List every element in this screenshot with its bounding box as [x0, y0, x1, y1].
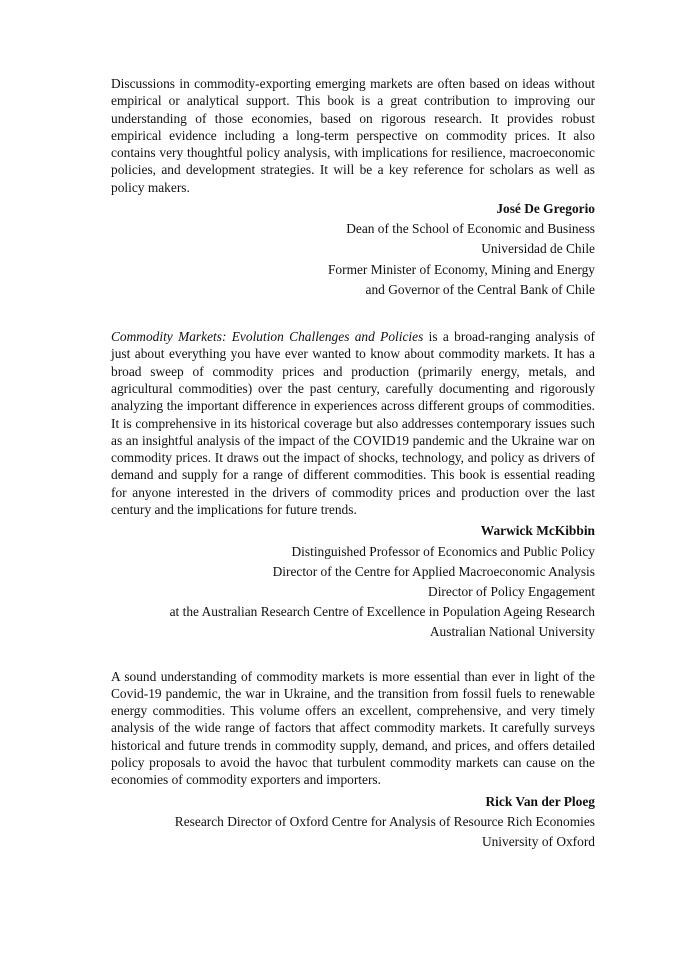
attribution [111, 199, 595, 300]
endorsement-body: Discussions in commodity-exporting emerging markets are often based on ideas without empirical or analytical support. This book is a great contribution to improving our understanding of those economies, based on rigorous research. It provides robust empirical evidence including a long-term perspective on commodity prices. It also contains very thoughtful policy analysis, with implications for resilience, macroeconomic policies, and development strategies. It will be a key reference for scholars as well as policy makers. [111, 76, 595, 195]
endorsement-text [111, 75, 595, 196]
affiliation-line: Director of Policy Engagement [428, 583, 595, 599]
endorsement-text [111, 668, 595, 789]
endorsement-de-gregorio [111, 75, 595, 300]
affiliation-line: and Governor of the Central Bank of Chile [365, 281, 595, 297]
affiliation-line: Australian National University [429, 624, 595, 640]
endorser-name: Rick Van der Ploeg [485, 793, 595, 809]
endorsement-body: is a broad-ranging analysis of just about everything you have ever wanted to know about commodity markets. It has a broad sweep of commodity prices and production (primarily energy, metals, and agricultural commodities) over the past century, carefully documenting and rigorously analyzing the important difference in experiences across different groups of commodities. It is comprehensive in its historical coverage but also addresses contemporary issues such as an insightful analysis of the impact of the COVID19 pandemic and the Ukraine war on commodity prices. It draws out the impact of shocks, technology, and policy as drivers of demand and supply for a range of different commodities. This book is essential reading for anyone interested in the drivers of commodity prices and production over the last century and the implications for future trends. [111, 329, 595, 518]
attribution [111, 521, 595, 642]
affiliation-line: Dean of the School of Economic and Business [346, 221, 595, 237]
endorsement-mckibbin [111, 328, 595, 642]
book-title: Commodity Markets: Evolution Challenges and Policies [111, 329, 424, 345]
endorser-name: Warwick McKibbin [480, 523, 595, 539]
endorser-name: José De Gregorio [496, 201, 595, 217]
attribution [111, 792, 595, 853]
endorsement-van-der-ploeg [111, 668, 595, 853]
affiliation-line: Research Director of Oxford Centre for Analysis of Resource Rich Economies [174, 813, 595, 829]
affiliation-line: Universidad de Chile [481, 241, 595, 257]
endorsements-page [111, 75, 595, 880]
affiliation-line: Distinguished Professor of Economics and Public Policy [291, 543, 595, 559]
affiliation-line: University of Oxford [481, 834, 595, 850]
affiliation-line: Director of the Centre for Applied Macroeconomic Analysis [272, 563, 595, 579]
endorsement-text [111, 328, 595, 518]
affiliation-line: at the Australian Research Centre of Excellence in Population Ageing Research [169, 604, 595, 620]
affiliation-line: Former Minister of Economy, Mining and Energy [327, 261, 595, 277]
endorsement-body: A sound understanding of commodity markets is more essential than ever in light of the Covid-19 pandemic, the war in Ukraine, and the transition from fossil fuels to renewable energy commodities. This volume offers an excellent, comprehensive, and very timely analysis of the wide range of factors that affect commodity markets. It carefully surveys historical and future trends in commodity supply, demand, and prices, and offers detailed policy proposals to avoid the havoc that turbulent commodity markets can cause on the economies of commodity exporters and importers. [111, 668, 595, 788]
